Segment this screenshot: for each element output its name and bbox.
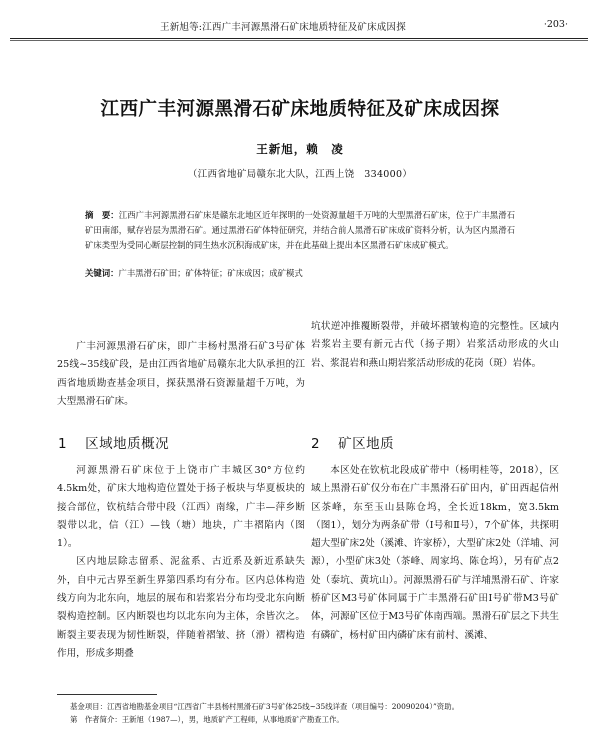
section-1-number: 1	[58, 436, 68, 452]
footnotes	[70, 700, 550, 726]
paper-authors: 王新旭，赖 凌	[256, 142, 344, 156]
section-2-paragraph: 本区处在钦杭北段成矿带中（杨明桂等，2018），区域上黑滑石矿仅分布在广丰黑滑石矿田内，矿田西起信州区茶峰，东至玉山县陈仓坞，全长近18km，宽3.5km（图1），划分为两条矿带（Ⅰ号和Ⅱ号），7个矿体，共探明超大型矿床2处（溪滩、许家桥），大型矿床2处（洋埔、河源），小型矿床3处（茶峰、周家坞、陈仓坞），另有矿点2处（泰坑、黄坑山）。河源黑滑石矿与洋埔黑滑石矿、许家桥矿区M3号矿体同属于广丰黑滑石矿田Ⅰ号矿带M3号矿体，河源矿区位于M3号矿体南西端。黑滑石矿层之下共生有磷矿，杨村矿田内磷矿床有前村、溪滩、	[311, 465, 559, 641]
keywords	[85, 266, 515, 281]
paper-title: 江西广丰河源黑滑石矿床地质特征及矿床成因探	[100, 99, 500, 120]
intro-left-column	[57, 338, 305, 411]
intro-right-column	[311, 318, 559, 373]
keywords-text: 广丰黑滑石矿田；矿体特征；矿床成因；成矿模式	[118, 268, 303, 278]
footnote-author: 第 作者简介：王新旭（1987—），男，地质矿产工程师，从事地质矿产勘查工作。	[70, 715, 344, 724]
section-2-body	[311, 462, 559, 645]
abstract-label: 摘 要：	[85, 210, 119, 220]
footnote-rule	[57, 694, 157, 695]
keywords-label: 关键词：	[85, 268, 119, 278]
footnote-fund: 基金项目：江西省地勘基金项目“江西省广丰县杨村黑滑石矿3号矿体25线~35线详查（项目编号：20090204）”资助。	[70, 702, 459, 711]
running-header	[10, 19, 590, 37]
header-rule-thin	[10, 40, 588, 41]
section-2-number: 2	[311, 436, 321, 452]
section-2-title: 矿区地质	[338, 436, 395, 452]
section-1-paragraph-1: 河源黑滑石矿床位于上饶市广丰城区30°方位约4.5km处，矿床大地构造位置处于扬子板块与华夏板块的接合部位，钦杭结合带中段（江西）南缘，广丰—萍乡断裂带以北，信（江）—钱（塘）地块，广丰褶陷内（图1）。	[57, 465, 305, 550]
intro-paragraph: 广丰河源黑滑石矿床，即广丰杨村黑滑石矿3号矿体25线~35线矿段，是由江西省地矿局赣东北大队承担的江西省地质勘查基金项目，探获黑滑石资源量超千万吨，为大型黑滑石矿床。	[57, 341, 305, 407]
section-1-body	[57, 462, 305, 663]
section-2-heading	[311, 432, 394, 452]
author-affiliation: （江西省地矿局赣东北大队，江西上饶 334000）	[187, 169, 413, 180]
running-title: 王新旭等:江西广丰河源黑滑石矿床地质特征及矿床成因探	[160, 22, 406, 33]
section-1-heading	[58, 432, 169, 452]
intro-right-paragraph: 坑状逆冲推覆断裂带，并破坏褶皱构造的完整性。区域内岩浆岩主要有新元古代（扬子期）岩浆活动形成的火山岩、浆混岩和燕山期岩浆活动形成的花岗（斑）岩体。	[311, 321, 559, 369]
abstract-text: 江西广丰河源黑滑石矿床是赣东北地区近年探明的一处资源量超千万吨的大型黑滑石矿床，位于广丰黑滑石矿田南部，赋存岩层为黑滑石矿。通过黑滑石矿体特征研究，并结合前人黑滑石矿床成矿资料分析，认为区内黑滑石矿床类型为受同心断层控制的同生热水沉积海成矿床，并在此基础上提出本区黑滑石矿床成矿模式。	[85, 210, 516, 250]
section-1-title: 区域地质概况	[85, 436, 170, 452]
abstract	[85, 208, 515, 253]
section-1-paragraph-2: 区内地层除志留系、泥盆系、古近系及新近系缺失外，自中元古界至新生界第四系均有分布。区内总体构造线方向为北东向，地层的展布和岩浆岩分布均受北东向断裂构造控制。区内断裂也均以北东向为主体，余皆次之。断裂主要表现为韧性断裂，伴随着褶皱、挤（滑）褶构造作用，形成多期叠	[57, 556, 305, 659]
page-number: ·203·	[543, 19, 568, 30]
header-rule	[10, 38, 588, 39]
